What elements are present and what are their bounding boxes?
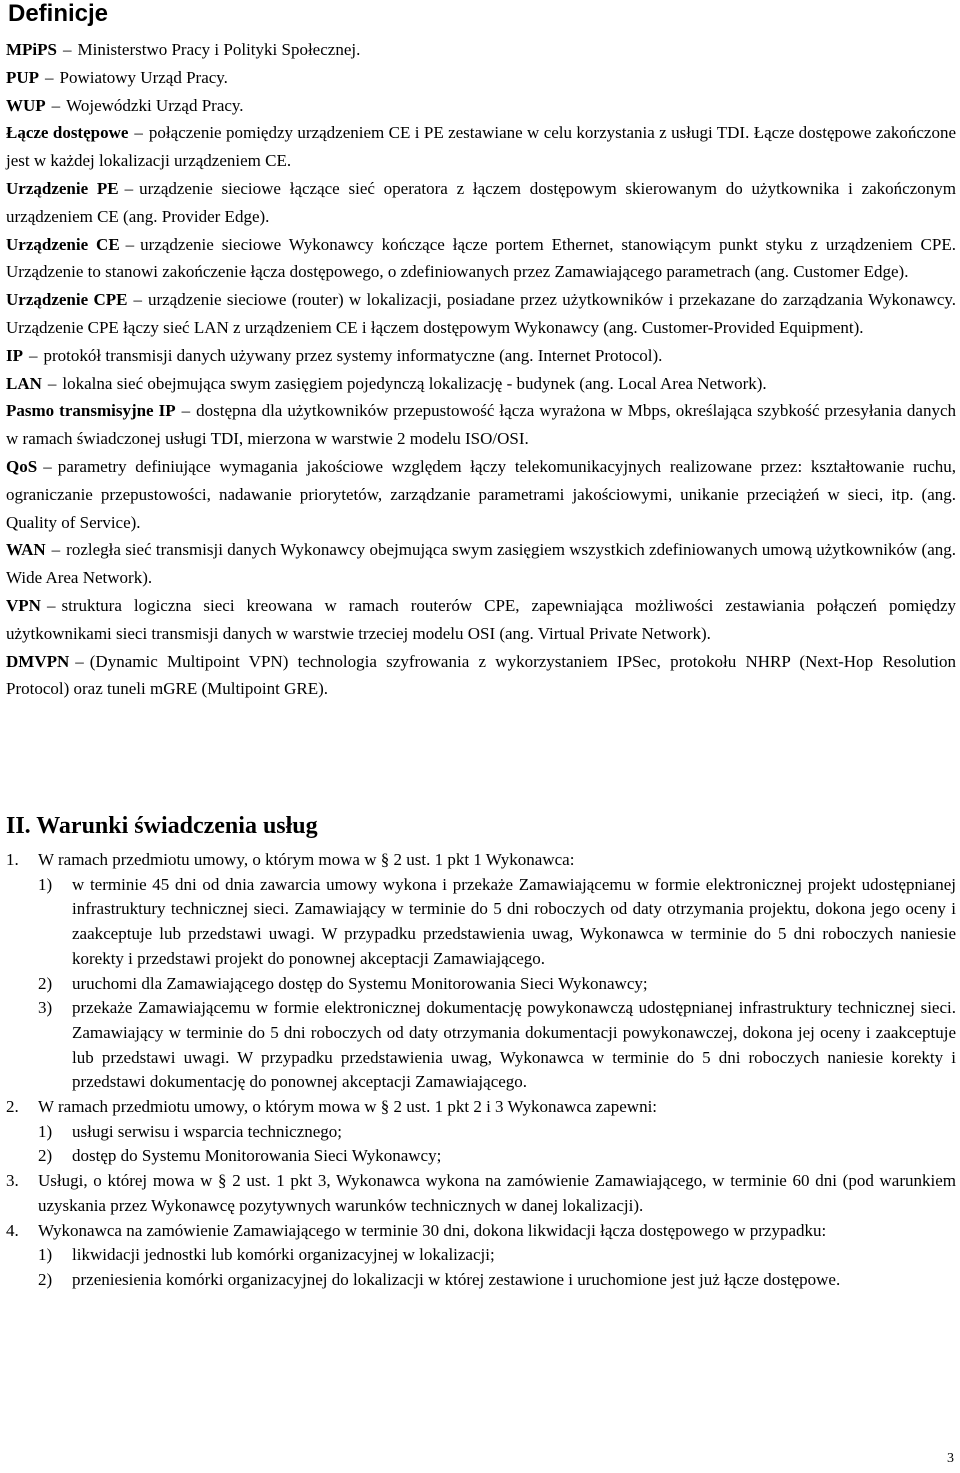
sub-list-item-text: usługi serwisu i wsparcia technicznego;	[72, 1121, 343, 1141]
definition-item	[6, 119, 956, 175]
list-item	[6, 848, 956, 873]
definition-term: Urządzenie CE	[6, 234, 120, 254]
definition-item	[6, 231, 956, 287]
sub-list-item-number: 2)	[38, 973, 53, 993]
list-item-text: Usługi, o której mowa w § 2 ust. 1 pkt 3, Wykonawca wykona na zamówienie Zamawiającego, w terminie 60 dni (pod warunkiem uzyskania przez Wykonawcę pozytywnych warunków technicznych w danej lokalizacji).	[38, 1171, 956, 1215]
list-item-text: W ramach przedmiotu umowy, o którym mowa w § 2 ust. 1 pkt 2 i 3 Wykonawca zapewni:	[38, 1097, 658, 1117]
definition-dash: –	[133, 290, 142, 310]
definition-dash: –	[43, 456, 52, 476]
definition-text: protokół transmisji danych używany przez systemy informatyczne (ang. Internet Protocol).	[43, 345, 663, 365]
sub-list-item	[6, 1243, 956, 1268]
definition-term: Pasmo transmisyjne IP	[6, 401, 176, 421]
sub-list-item	[6, 1268, 956, 1293]
list-item-number: 3.	[6, 1171, 19, 1191]
definition-item	[6, 286, 956, 342]
list-item	[6, 1169, 956, 1218]
definition-text: Powiatowy Urząd Pracy.	[59, 67, 228, 87]
sub-list-item	[6, 1120, 956, 1145]
definition-item	[6, 36, 956, 64]
sub-list-item-number: 1)	[38, 1245, 53, 1265]
section-title: II. Warunki świadczenia usług	[6, 813, 318, 839]
sub-list-item	[6, 1144, 956, 1169]
definition-term: MPiPS	[6, 40, 57, 59]
page-number: 3	[947, 1451, 954, 1466]
definition-text: parametry definiujące wymagania jakościowe względem łączy telekomunikacyjnych realizowane przez: kształtowanie ruchu, ograniczanie przepustowości, nadawanie priorytetów, zarządzanie parametrami jakościowymi, unikanie przeciążeń w sieci, itp. (ang. Quality of Service).	[6, 456, 956, 532]
definition-text: rozległa sieć transmisji danych Wykonawcy obejmująca swym zasięgiem wszystkich zdefiniowanych umową użytkowników (ang. Wide Area Network).	[6, 540, 956, 588]
definition-text: urządzenie sieciowe (router) w lokalizacji, posiadane przez użytkowników i przekazane do zarządzania Wykonawcy. Urządzenie CPE łączy sieć LAN z urządzeniem CE i łączem dostępowym Wykonawcy (ang. Customer-Provided Equipment).	[6, 290, 957, 337]
definitions-list	[6, 36, 956, 703]
sub-list-item	[6, 996, 956, 1095]
definition-text: Wojewódzki Urząd Pracy.	[66, 95, 244, 115]
definition-dash: –	[134, 123, 143, 143]
definition-item	[6, 370, 956, 398]
definition-item	[6, 536, 956, 592]
conditions-list	[6, 848, 956, 1293]
definition-item	[6, 648, 956, 704]
definition-term: Urządzenie CPE	[6, 290, 128, 310]
definition-dash: –	[29, 345, 38, 365]
definition-item	[6, 92, 956, 120]
definition-dash: –	[47, 373, 57, 393]
definition-text: urządzenie sieciowe łączące sieć operatora z łączem dostępowym skierowanym do użytkownika i zakończonym urządzeniem CE (ang. Provider Edge).	[6, 178, 956, 226]
definition-dash: –	[124, 178, 134, 198]
list-item-number: 1.	[6, 850, 19, 869]
definition-dash: –	[75, 651, 84, 671]
list-item-number: 4.	[6, 1220, 19, 1240]
definition-text: urządzenie sieciowe Wykonawcy kończące łącze portem Ethernet, stanowiącym punkt styku z urządzeniem CPE. Urządzenie to stanowi zakończenie łącza dostępowego, o zdefiniowanych przez Zamawiającego parametrach (ang. Customer Edge).	[6, 234, 956, 282]
definition-text: lokalna sieć obejmująca swym zasięgiem pojedynczą lokalizację - budynek (ang. Local Area Network).	[62, 373, 767, 393]
definition-term: WAN	[6, 540, 46, 560]
definition-item	[6, 175, 956, 231]
definition-term: IP	[6, 345, 23, 365]
sub-list-item-number: 2)	[38, 1146, 53, 1166]
page-title: Definicje	[8, 0, 109, 27]
definition-text: dostępna dla użytkowników przepustowość łącza wyrażona w Mbps, określająca szybkość przesyłania danych w ramach świadczonej usługi TDI, mierzona w warstwie 2 modelu ISO/OSI.	[6, 401, 956, 449]
sub-list-item-text: przekaże Zamawiającemu w formie elektronicznej dokumentację powykonawczą udostępnianej infrastruktury technicznej sieci. Zamawiający w terminie do 5 dni roboczych od daty otrzymania dokumentacji powykonawczej, dokona jej oceny i zaakceptuje lub przedstawi uwagi. W przypadku przedstawienia uwag, Wykonawca w terminie do 5 dni roboczych naniesie korekty i przedstawi dokumentację do ponownej akceptacji Zamawiającego.	[72, 998, 956, 1092]
definition-dash: –	[46, 595, 56, 615]
definition-item	[6, 453, 956, 536]
sub-list-item-text: przeniesienia komórki organizacyjnej do lokalizacji w której zestawione i uruchomione jest już łącze dostępowe.	[72, 1269, 841, 1289]
definition-dash: –	[45, 67, 54, 87]
definition-term: Łącze dostępowe	[6, 123, 129, 143]
definition-dash: –	[51, 95, 61, 115]
definition-dash: –	[125, 234, 135, 254]
definition-text: połączenie pomiędzy urządzeniem CE i PE zestawiane w celu korzystania z usługi TDI. Łącze dostępowe zakończone jest w każdej lokalizacji urządzeniem CE.	[6, 123, 956, 171]
definition-dash: –	[63, 40, 72, 59]
definition-text: struktura logiczna sieci kreowana w ramach routerów CPE, zapewniająca możliwości zestawiania połączeń pomiędzy użytkownikami sieci transmisji danych w warstwie trzeciej modelu OSI (ang. Virtual Private Network).	[6, 595, 956, 643]
definition-item	[6, 397, 956, 453]
sub-list-item-number: 1)	[38, 1121, 53, 1141]
definition-text: (Dynamic Multipoint VPN) technologia szyfrowania z wykorzystaniem IPSec, protokołu NHRP (Next-Hop Resolution Protocol) oraz tuneli mGRE (Multipoint GRE).	[6, 651, 956, 699]
list-item	[6, 1095, 956, 1120]
definition-term: Urządzenie PE	[6, 178, 119, 198]
definition-term: WUP	[6, 95, 46, 115]
definition-item	[6, 592, 956, 648]
definition-term: PUP	[6, 67, 40, 87]
definition-term: QoS	[6, 456, 38, 476]
definition-dash: –	[181, 401, 191, 421]
list-item	[6, 1219, 956, 1244]
sub-list-item-number: 2)	[38, 1269, 53, 1289]
definition-term: DMVPN	[6, 651, 70, 671]
definition-term: VPN	[6, 595, 41, 615]
sub-list-item	[6, 972, 956, 997]
definition-term: LAN	[6, 373, 42, 393]
list-item-text: Wykonawca na zamówienie Zamawiającego w terminie 30 dni, dokona likwidacji łącza dostępowego w przypadku:	[38, 1220, 827, 1240]
list-item-number: 2.	[6, 1097, 19, 1117]
sub-list-item-text: dostęp do Systemu Monitorowania Sieci Wykonawcy;	[72, 1146, 442, 1166]
definition-dash: –	[51, 540, 61, 560]
definition-item	[6, 64, 956, 92]
sub-list-item-number: 3)	[38, 998, 53, 1018]
definition-text: Ministerstwo Pracy i Polityki Społecznej.	[77, 40, 361, 59]
sub-list-item-number: 1)	[38, 874, 53, 894]
definition-item	[6, 342, 956, 370]
sub-list-item	[6, 873, 956, 972]
sub-list-item-text: likwidacji jednostki lub komórki organizacyjnej w lokalizacji;	[72, 1245, 495, 1265]
sub-list-item-text: uruchomi dla Zamawiającego dostęp do Systemu Monitorowania Sieci Wykonawcy;	[72, 973, 648, 993]
sub-list-item-text: w terminie 45 dni od dnia zawarcia umowy wykona i przekaże Zamawiającemu w formie elektronicznej projekt udostępnianej infrastruktury technicznej sieci. Zamawiający w terminie do 5 dni roboczych od daty otrzymania projektu, dokona jego oceny i zaakceptuje lub przedstawi uwagi. W przypadku przedstawienia uwag, Wykonawca w terminie do 5 dni roboczych naniesie korekty i przedstawi projekt do ponownej akceptacji Zamawiającego.	[72, 874, 956, 968]
list-item-text: W ramach przedmiotu umowy, o którym mowa w § 2 ust. 1 pkt 1 Wykonawca:	[38, 850, 575, 869]
